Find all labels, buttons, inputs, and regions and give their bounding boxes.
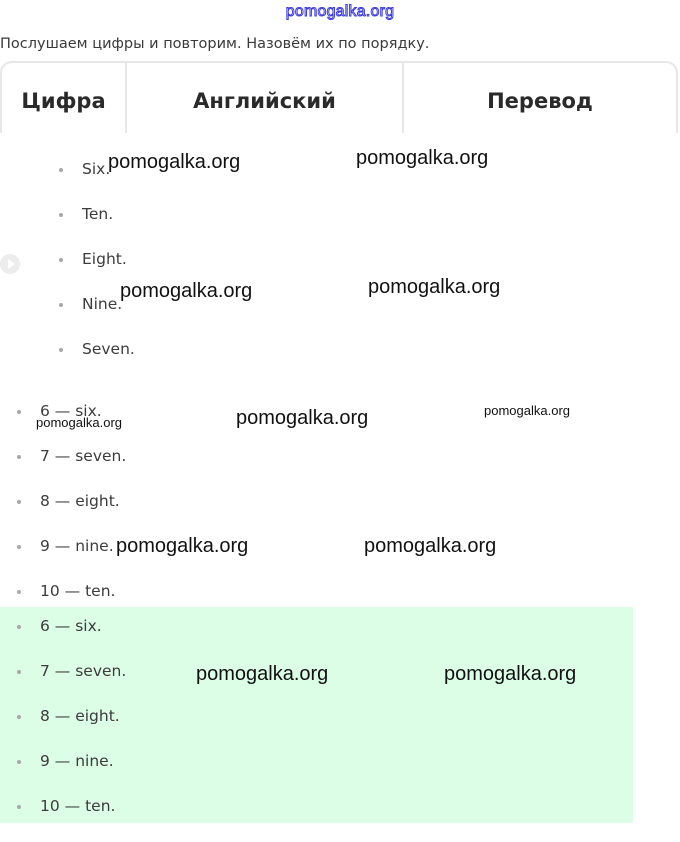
header-translation: Перевод — [487, 89, 593, 113]
number-word: 10 — ten. — [40, 582, 116, 600]
number-word: 8 — eight. — [40, 492, 120, 510]
bullet — [17, 455, 21, 459]
number-word: 7 — seven. — [40, 447, 127, 465]
watermark: pomogalka.org — [120, 280, 253, 302]
header-digit: Цифра — [2, 63, 127, 133]
bullet — [17, 625, 21, 629]
answer-word: 8 — eight. — [40, 707, 120, 725]
audio-word: Eight. — [82, 250, 127, 268]
watermark: pomogalka.org — [368, 276, 501, 298]
bullet — [17, 590, 21, 594]
bullet — [17, 500, 21, 504]
watermark: pomogalka.org — [196, 663, 329, 685]
answer-word: 6 — six. — [40, 617, 102, 635]
play-icon[interactable] — [0, 254, 20, 274]
bullet — [59, 348, 63, 352]
table-header — [0, 61, 678, 133]
number-word: 9 — nine. — [40, 537, 114, 555]
bullet — [17, 760, 21, 764]
audio-word: Nine. — [82, 295, 123, 313]
bullet — [17, 545, 21, 549]
watermark: pomogalka.org — [484, 403, 570, 418]
watermark: pomogalka.org — [356, 147, 489, 169]
answer-word: 7 — seven. — [40, 662, 127, 680]
watermark: pomogalka.org — [116, 535, 249, 557]
watermark: pomogalka.org — [444, 663, 577, 685]
bullet — [17, 670, 21, 674]
watermark: pomogalka.org — [236, 407, 369, 429]
watermark: pomogalka.org — [108, 151, 241, 173]
intro-text: Послушаем цифры и повторим. Назовём их по порядку. — [0, 36, 430, 52]
bullet — [17, 715, 21, 719]
bullet — [59, 213, 63, 217]
bullet — [17, 805, 21, 809]
answer-word: 9 — nine. — [40, 752, 114, 770]
site-watermark: pomogalka.org — [285, 3, 395, 20]
bullet — [59, 258, 63, 262]
header-english: Английский — [127, 63, 404, 133]
audio-word: Six. — [82, 160, 111, 178]
watermark: pomogalka.org — [36, 415, 122, 430]
audio-word: Seven. — [82, 340, 135, 358]
bullet — [59, 168, 63, 172]
number-word: 6 — six. — [40, 402, 102, 420]
audio-word: Ten. — [82, 205, 114, 223]
bullet — [17, 410, 21, 414]
watermark: pomogalka.org — [364, 535, 497, 557]
answer-word: 10 — ten. — [40, 797, 116, 815]
bullet — [59, 303, 63, 307]
